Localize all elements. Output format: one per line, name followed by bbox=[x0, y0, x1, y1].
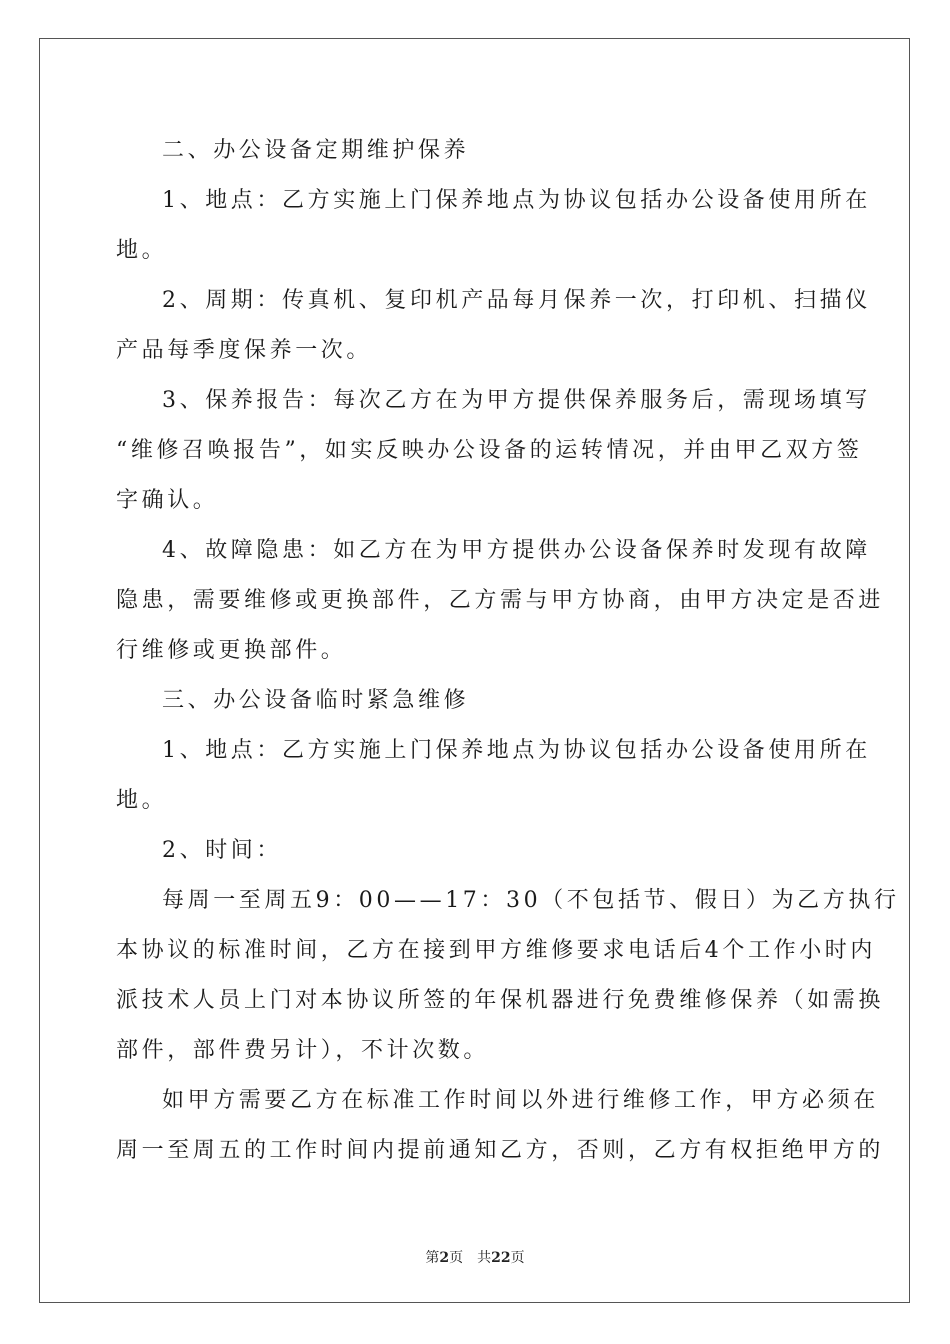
section-heading: 三、办公设备临时紧急维修 bbox=[162, 688, 470, 713]
paragraph-line: 周一至周五的工作时间内提前通知乙方，否则，乙方有权拒绝甲方的 bbox=[116, 1138, 885, 1163]
paragraph-line: 派技术人员上门对本协议所签的年保机器进行免费维修保养（如需换 bbox=[116, 988, 885, 1013]
paragraph-line: 字确认。 bbox=[116, 488, 219, 513]
page-footer bbox=[0, 1247, 950, 1267]
paragraph-line: 2、时间： bbox=[162, 838, 282, 863]
total-pages: 22 bbox=[491, 1250, 511, 1266]
paragraph-line: 3、保养报告：每次乙方在为甲方提供保养服务后，需现场填写 bbox=[162, 388, 871, 413]
paragraph-line: 每周一至周五9：00——17：30（不包括节、假日）为乙方执行 bbox=[162, 888, 900, 913]
page-number: 2 bbox=[439, 1250, 450, 1266]
paragraph-line: 2、周期：传真机、复印机产品每月保养一次，打印机、扫描仪 bbox=[162, 288, 871, 313]
total-label-suffix: 页 bbox=[510, 1250, 525, 1266]
paragraph-line: 部件，部件费另计），不计次数。 bbox=[116, 1038, 490, 1063]
paragraph-line: “维修召唤报告”，如实反映办公设备的运转情况，并由甲乙双方签 bbox=[116, 438, 863, 463]
section-heading: 二、办公设备定期维护保养 bbox=[162, 138, 470, 163]
total-label-prefix: 共 bbox=[477, 1250, 492, 1266]
paragraph-line: 地。 bbox=[116, 238, 168, 263]
paragraph-line: 4、故障隐患：如乙方在为甲方提供办公设备保养时发现有故障 bbox=[162, 538, 871, 563]
paragraph-line: 本协议的标准时间，乙方在接到甲方维修要求电话后4个工作小时内 bbox=[116, 938, 876, 963]
document-body bbox=[116, 126, 900, 1176]
paragraph-line: 地。 bbox=[116, 788, 168, 813]
paragraph-line: 行维修或更换部件。 bbox=[116, 638, 347, 663]
page-label-prefix: 第 bbox=[425, 1250, 440, 1266]
paragraph-line: 如甲方需要乙方在标准工作时间以外进行维修工作，甲方必须在 bbox=[162, 1088, 879, 1113]
paragraph-line: 隐患，需要维修或更换部件，乙方需与甲方协商，由甲方决定是否进 bbox=[116, 588, 885, 613]
paragraph-line: 产品每季度保养一次。 bbox=[116, 338, 373, 363]
page-label-suffix: 页 bbox=[449, 1250, 464, 1266]
paragraph-line: 1、地点：乙方实施上门保养地点为协议包括办公设备使用所在 bbox=[162, 738, 871, 763]
paragraph-line: 1、地点：乙方实施上门保养地点为协议包括办公设备使用所在 bbox=[162, 188, 871, 213]
